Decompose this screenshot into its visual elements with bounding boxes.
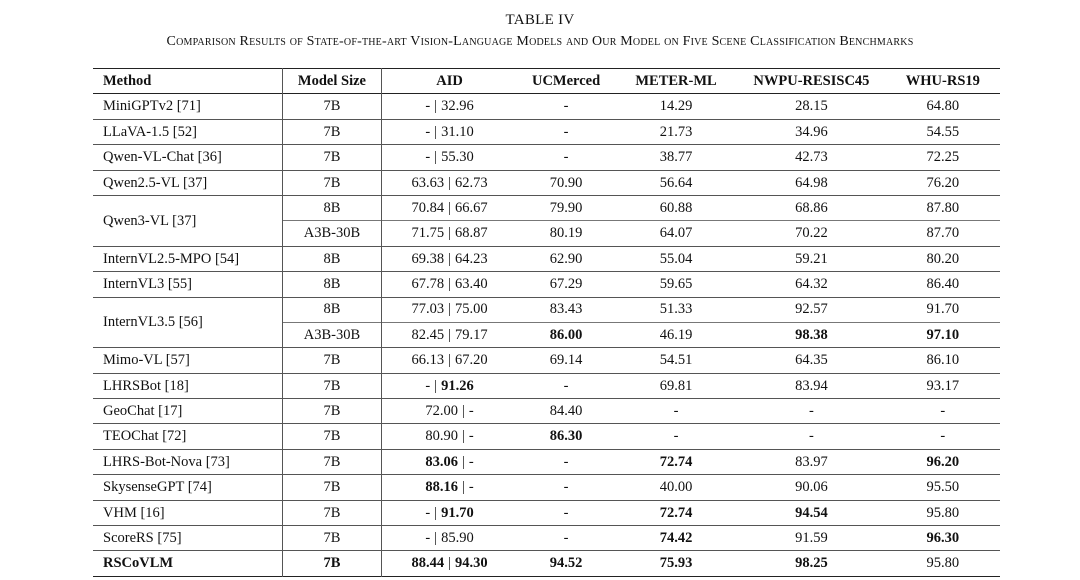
- table-caption: Comparison Results of State-of-the-art Vision-Language Models and Our Model on Five Scene Classification Benchmarks: [166, 34, 914, 49]
- aid-separator: |: [448, 555, 451, 572]
- cell-whu-rs19: -: [940, 428, 946, 445]
- cell-method: ScoreRS [75]: [93, 526, 283, 551]
- cell-meter-ml: 60.88: [659, 199, 693, 216]
- cell-method: TEOChat [72]: [93, 424, 283, 449]
- aid-value-b: 31.10: [441, 123, 474, 140]
- cell-model-size: A3B-30B: [283, 322, 382, 347]
- cell-aid: [381, 322, 517, 347]
- cell-meter-ml: 72.74: [659, 453, 693, 470]
- cell-meter-ml: 40.00: [659, 479, 693, 496]
- cell-method: LHRS-Bot-Nova [73]: [93, 449, 283, 474]
- header-aid: AID: [436, 72, 463, 89]
- aid-pair: [411, 328, 487, 343]
- aid-pair: [425, 480, 473, 495]
- cell-meter-ml: 54.51: [659, 352, 693, 369]
- cell-ucmerced: 94.52: [549, 555, 583, 572]
- cell-nwpu-resisc45: 68.86: [795, 199, 828, 216]
- cell-method: InternVL2.5-MPO [54]: [93, 246, 283, 271]
- aid-value-a: 70.84: [411, 199, 445, 216]
- cell-whu-rs19: 96.30: [926, 529, 960, 546]
- cell-model-size: 7B: [283, 551, 382, 576]
- header-ucmerced: UCMerced: [531, 72, 601, 89]
- cell-meter-ml: -: [673, 428, 679, 445]
- cell-aid: [381, 449, 517, 474]
- aid-value-b: 94.30: [454, 555, 488, 572]
- cell-ucmerced: 70.90: [549, 174, 583, 191]
- cell-nwpu-resisc45: 94.54: [795, 504, 828, 521]
- cell-ucmerced: 62.90: [549, 250, 583, 267]
- cell-nwpu-resisc45: 34.96: [795, 123, 828, 140]
- cell-whu-rs19: 72.25: [926, 149, 960, 166]
- aid-value-a: 69.38: [411, 250, 445, 267]
- cell-ucmerced: -: [563, 149, 569, 166]
- cell-model-size: 7B: [283, 145, 382, 170]
- aid-value-a: 71.75: [411, 225, 445, 242]
- cell-ucmerced: 80.19: [517, 221, 615, 246]
- cell-aid: [381, 475, 517, 500]
- cell-meter-ml: -: [673, 403, 679, 420]
- cell-method: SkysenseGPT [74]: [93, 475, 283, 500]
- cell-model-size: 7B: [283, 119, 382, 144]
- cell-method: RSCoVLM: [93, 551, 283, 576]
- aid-separator: |: [434, 504, 438, 521]
- cell-model-size: 7B: [283, 526, 382, 551]
- aid-value-b: 67.20: [454, 352, 488, 369]
- table-row: [93, 526, 1000, 551]
- table-row: [93, 297, 1000, 322]
- cell-nwpu-resisc45: 64.32: [795, 276, 828, 293]
- aid-value-b: 91.70: [441, 504, 474, 521]
- aid-value-b: -: [468, 428, 474, 445]
- cell-nwpu-resisc45: 83.94: [795, 377, 828, 394]
- cell-model-size: 7B: [283, 424, 382, 449]
- aid-pair: [425, 506, 473, 521]
- cell-nwpu-resisc45: 64.35: [795, 352, 828, 369]
- aid-value-b: 64.23: [454, 250, 488, 267]
- table-row: [93, 399, 1000, 424]
- cell-method: LLaVA-1.5 [52]: [93, 119, 283, 144]
- cell-model-size: A3B-30B: [283, 221, 382, 246]
- cell-ucmerced: -: [563, 529, 569, 546]
- cell-aid: [381, 119, 517, 144]
- aid-value-a: -: [425, 123, 431, 140]
- cell-ucmerced: 86.30: [549, 428, 583, 445]
- cell-whu-rs19: 76.20: [926, 174, 960, 191]
- cell-method: Qwen2.5-VL [37]: [93, 170, 283, 195]
- cell-aid: [381, 170, 517, 195]
- cell-ucmerced: -: [563, 504, 569, 521]
- cell-aid: [381, 297, 517, 322]
- cell-model-size: 7B: [283, 449, 382, 474]
- aid-separator: |: [461, 403, 465, 420]
- cell-method: InternVL3 [55]: [93, 272, 283, 297]
- aid-pair: [425, 379, 473, 394]
- aid-separator: |: [448, 352, 451, 369]
- cell-ucmerced: -: [563, 377, 569, 394]
- cell-nwpu-resisc45: 92.57: [795, 301, 828, 318]
- cell-nwpu-resisc45: 90.06: [795, 479, 828, 496]
- table-row: [93, 551, 1000, 576]
- aid-separator: |: [434, 377, 438, 394]
- cell-nwpu-resisc45: 64.98: [795, 174, 828, 191]
- cell-model-size: 7B: [283, 348, 382, 373]
- aid-value-b: -: [468, 403, 474, 420]
- aid-value-a: 77.03: [411, 301, 445, 318]
- table-row: [93, 170, 1000, 195]
- table-title: TABLE IV: [505, 12, 575, 28]
- cell-nwpu-resisc45: 42.73: [795, 149, 828, 166]
- aid-separator: |: [448, 174, 451, 191]
- cell-meter-ml: 69.81: [659, 377, 693, 394]
- cell-aid: [381, 246, 517, 271]
- aid-separator: |: [448, 301, 451, 318]
- aid-value-a: -: [425, 98, 431, 115]
- aid-value-a: 88.44: [411, 555, 445, 572]
- aid-pair: [425, 150, 473, 165]
- header-method: Method: [93, 69, 283, 94]
- table-row: [93, 475, 1000, 500]
- aid-separator: |: [448, 225, 451, 242]
- aid-value-b: 63.40: [454, 276, 488, 293]
- cell-model-size: 8B: [283, 297, 382, 322]
- cell-model-size: 7B: [283, 170, 382, 195]
- cell-meter-ml: 56.64: [659, 174, 693, 191]
- cell-aid: [381, 94, 517, 119]
- aid-value-b: -: [468, 453, 474, 470]
- aid-pair: [411, 353, 487, 368]
- cell-aid: [381, 373, 517, 398]
- cell-whu-rs19: 80.20: [926, 250, 960, 267]
- aid-value-b: 91.26: [441, 377, 474, 394]
- cell-meter-ml: 14.29: [659, 98, 693, 115]
- cell-meter-ml: 21.73: [659, 123, 693, 140]
- cell-meter-ml: 46.19: [615, 322, 737, 347]
- cell-whu-rs19: 96.20: [926, 453, 960, 470]
- table-row: [93, 449, 1000, 474]
- cell-aid: [381, 195, 517, 220]
- cell-whu-rs19: 93.17: [926, 377, 960, 394]
- results-table: [93, 68, 1000, 577]
- cell-nwpu-resisc45: 98.25: [795, 555, 828, 572]
- aid-value-b: 55.30: [441, 149, 474, 166]
- cell-model-size: 7B: [283, 94, 382, 119]
- table-row: [93, 195, 1000, 220]
- table-row: [93, 500, 1000, 525]
- header-meter-ml: METER-ML: [635, 72, 717, 89]
- table-body: [93, 94, 1000, 576]
- cell-model-size: 7B: [283, 475, 382, 500]
- aid-separator: |: [448, 199, 451, 216]
- cell-aid: [381, 221, 517, 246]
- cell-aid: [381, 145, 517, 170]
- aid-value-b: 62.73: [454, 174, 488, 191]
- aid-value-a: -: [425, 149, 431, 166]
- aid-value-a: 83.06: [425, 453, 458, 470]
- cell-aid: [381, 424, 517, 449]
- aid-separator: |: [461, 453, 465, 470]
- aid-separator: |: [434, 149, 438, 166]
- cell-meter-ml: 64.07: [615, 221, 737, 246]
- cell-whu-rs19: 95.80: [926, 555, 960, 572]
- cell-ucmerced: 83.43: [549, 301, 583, 318]
- aid-separator: |: [448, 250, 451, 267]
- cell-whu-rs19: 95.50: [926, 479, 960, 496]
- aid-value-a: 66.13: [411, 352, 445, 369]
- table-row: [93, 145, 1000, 170]
- table-row: [93, 119, 1000, 144]
- aid-value-b: 85.90: [441, 529, 474, 546]
- cell-meter-ml: 55.04: [659, 250, 693, 267]
- aid-pair: [411, 556, 487, 571]
- cell-ucmerced: -: [563, 123, 569, 140]
- aid-separator: |: [434, 98, 438, 115]
- cell-ucmerced: -: [563, 98, 569, 115]
- aid-separator: |: [448, 326, 451, 343]
- header-model-size: Model Size: [283, 69, 382, 94]
- cell-method: InternVL3.5 [56]: [93, 297, 283, 348]
- cell-aid: [381, 500, 517, 525]
- cell-model-size: 7B: [283, 399, 382, 424]
- table-row: [93, 246, 1000, 271]
- aid-pair: [425, 404, 473, 419]
- header-whu-rs19: WHU-RS19: [905, 72, 980, 89]
- cell-ucmerced: 79.90: [549, 199, 583, 216]
- aid-separator: |: [448, 276, 451, 293]
- cell-ucmerced: 84.40: [549, 403, 583, 420]
- cell-whu-rs19: 91.70: [926, 301, 960, 318]
- aid-value-a: -: [425, 504, 431, 521]
- cell-nwpu-resisc45: 83.97: [795, 453, 828, 470]
- cell-nwpu-resisc45: 59.21: [795, 250, 828, 267]
- cell-meter-ml: 72.74: [659, 504, 693, 521]
- table-row: [93, 424, 1000, 449]
- aid-value-b: 32.96: [441, 98, 474, 115]
- table-header-row: [93, 69, 1000, 94]
- cell-ucmerced: 67.29: [549, 276, 583, 293]
- cell-nwpu-resisc45: 28.15: [795, 98, 828, 115]
- cell-meter-ml: 75.93: [659, 555, 693, 572]
- cell-whu-rs19: -: [940, 403, 946, 420]
- cell-aid: [381, 399, 517, 424]
- cell-meter-ml: 38.77: [659, 149, 693, 166]
- cell-aid: [381, 551, 517, 576]
- cell-ucmerced: 69.14: [549, 352, 583, 369]
- aid-separator: |: [461, 479, 465, 496]
- cell-model-size: 8B: [283, 272, 382, 297]
- aid-value-a: 63.63: [411, 174, 445, 191]
- cell-whu-rs19: 87.70: [886, 221, 1000, 246]
- cell-meter-ml: 59.65: [659, 276, 693, 293]
- aid-value-b: 68.87: [454, 225, 488, 242]
- cell-method: VHM [16]: [93, 500, 283, 525]
- cell-method: MiniGPTv2 [71]: [93, 94, 283, 119]
- cell-whu-rs19: 54.55: [926, 123, 960, 140]
- table-row: [93, 373, 1000, 398]
- aid-pair: [425, 99, 473, 114]
- aid-separator: |: [434, 529, 438, 546]
- cell-nwpu-resisc45: 91.59: [795, 529, 828, 546]
- table-row: [93, 272, 1000, 297]
- cell-method: Qwen3-VL [37]: [93, 195, 283, 246]
- aid-value-a: -: [425, 529, 431, 546]
- cell-method: LHRSBot [18]: [93, 373, 283, 398]
- aid-pair: [425, 531, 473, 546]
- cell-method: Qwen-VL-Chat [36]: [93, 145, 283, 170]
- aid-value-b: -: [468, 479, 474, 496]
- cell-model-size: 8B: [283, 195, 382, 220]
- cell-model-size: 7B: [283, 500, 382, 525]
- aid-value-b: 79.17: [454, 326, 488, 343]
- cell-whu-rs19: 97.10: [886, 322, 1000, 347]
- table-row: [93, 94, 1000, 119]
- cell-ucmerced: 86.00: [517, 322, 615, 347]
- aid-pair: [425, 125, 473, 140]
- cell-whu-rs19: 87.80: [926, 199, 960, 216]
- aid-pair: [411, 176, 487, 191]
- cell-nwpu-resisc45: 70.22: [737, 221, 886, 246]
- cell-ucmerced: -: [563, 479, 569, 496]
- aid-pair: [411, 252, 487, 267]
- cell-meter-ml: 74.42: [659, 529, 693, 546]
- cell-nwpu-resisc45: 98.38: [737, 322, 886, 347]
- aid-value-b: 75.00: [454, 301, 488, 318]
- cell-whu-rs19: 86.10: [926, 352, 960, 369]
- aid-pair: [425, 429, 473, 444]
- aid-value-a: 67.78: [411, 276, 445, 293]
- aid-value-a: 80.90: [425, 428, 458, 445]
- cell-model-size: 7B: [283, 373, 382, 398]
- aid-pair: [411, 277, 487, 292]
- aid-value-a: 72.00: [425, 403, 458, 420]
- cell-model-size: 8B: [283, 246, 382, 271]
- cell-aid: [381, 526, 517, 551]
- cell-aid: [381, 348, 517, 373]
- cell-method: Mimo-VL [57]: [93, 348, 283, 373]
- aid-value-a: 82.45: [411, 326, 445, 343]
- cell-nwpu-resisc45: -: [808, 403, 814, 420]
- aid-value-a: 88.16: [425, 479, 458, 496]
- table-row: [93, 348, 1000, 373]
- cell-whu-rs19: 64.80: [926, 98, 960, 115]
- header-nwpu-resisc45: NWPU-RESISC45: [753, 72, 870, 89]
- cell-nwpu-resisc45: -: [808, 428, 814, 445]
- aid-pair: [425, 455, 473, 470]
- cell-whu-rs19: 86.40: [926, 276, 960, 293]
- aid-value-b: 66.67: [454, 199, 488, 216]
- aid-pair: [411, 226, 487, 241]
- cell-whu-rs19: 95.80: [926, 504, 960, 521]
- aid-separator: |: [461, 428, 465, 445]
- aid-pair: [411, 201, 487, 216]
- cell-ucmerced: -: [563, 453, 569, 470]
- aid-value-a: -: [425, 377, 431, 394]
- cell-method: GeoChat [17]: [93, 399, 283, 424]
- cell-meter-ml: 51.33: [659, 301, 693, 318]
- aid-separator: |: [434, 123, 438, 140]
- cell-aid: [381, 272, 517, 297]
- aid-pair: [411, 302, 487, 317]
